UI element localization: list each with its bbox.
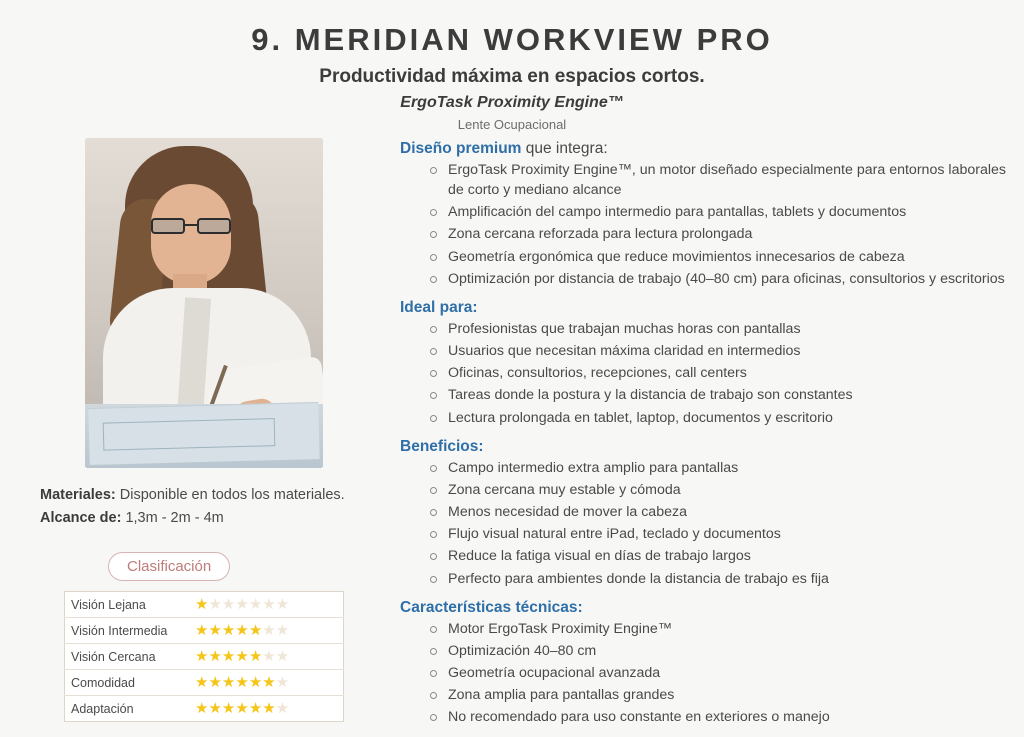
page-subtitle: Productividad máxima en espacios cortos. [319,66,705,87]
list-item: Geometría ocupacional avanzada [428,663,1006,683]
materials-label: Materiales: [40,487,116,503]
classification-pill: Clasificación [108,552,230,581]
list-item: Zona cercana muy estable y cómoda [428,480,1006,500]
classification-row [65,696,344,722]
classification-row-stars [189,670,344,696]
reach-row [40,507,390,530]
star-rating-icon: ★★★★★★★ [195,700,290,718]
list-item: Motor ErgoTask Proximity Engine™ [428,619,1006,639]
list-item: Tareas donde la postura y la distancia de trabajo son constantes [428,385,1006,405]
left-lens [151,218,185,234]
specs-block [18,484,390,530]
materials-value: Disponible en todos los materiales. [119,487,345,503]
page-title: 9. MERIDIAN WORKVIEW PRO [251,22,773,57]
star-rating-icon: ★★★★★★★ [195,648,290,666]
list-item: ErgoTask Proximity Engine™, un motor diseñado especialmente para entornos laborales de corto y mediano alcance [428,160,1006,200]
page-header [0,0,1024,132]
materials-row [40,484,390,507]
section-heading-rest: que integra: [521,140,608,157]
photo-blueprint [88,402,319,465]
classification-row-label: Visión Cercana [65,644,190,670]
list-item: Amplificación del campo intermedio para pantallas, tablets y documentos [428,202,1006,222]
lens-bridge [185,224,197,226]
list-item: Zona cercana reforzada para lectura prolongada [428,224,1006,244]
list-item: Menos necesidad de mover la cabeza [428,502,1006,522]
classification-row [65,618,344,644]
right-lens [197,218,231,234]
list-item: Lectura prolongada en tablet, laptop, documentos y escritorio [428,408,1006,428]
feature-list [400,319,1006,428]
list-item: Reduce la fatiga visual en días de trabajo largos [428,546,1006,566]
section-heading-bold: Diseño premium [400,140,522,157]
section-heading-bold: Ideal para: [400,298,478,316]
classification-row [65,670,344,696]
section-heading [400,599,1006,617]
list-item: Flujo visual natural entre iPad, teclado y documentos [428,524,1006,544]
classification-row-stars [189,592,344,618]
classification-row-label: Visión Lejana [65,592,190,618]
list-item: No recomendado para uso constante en exteriores o manejo [428,707,1006,727]
feature-list [400,458,1006,589]
section-heading [400,140,1006,158]
classification-row-label: Comodidad [65,670,190,696]
engine-name: ErgoTask Proximity Engine™ [400,94,624,111]
left-column [18,138,390,737]
classification-row-label: Visión Intermedia [65,618,190,644]
reach-label: Alcance de: [40,510,122,527]
list-item: Oficinas, consultorios, recepciones, call centers [428,363,1006,383]
feature-list [400,619,1006,728]
section-heading [400,299,1006,317]
star-rating-icon: ★★★★★★★ [195,622,290,640]
list-item: Geometría ergonómica que reduce movimientos innecesarios de cabeza [428,247,1006,267]
feature-section [400,438,1006,589]
list-item: Zona amplia para pantallas grandes [428,685,1006,705]
list-item: Campo intermedio extra amplio para pantallas [428,458,1006,478]
classification-row-stars [189,618,344,644]
classification-block [18,552,390,722]
feature-section [400,140,1006,289]
classification-row-stars [189,696,344,722]
list-item: Optimización 40–80 cm [428,641,1006,661]
eyeglasses-icon [149,218,235,234]
section-heading [400,438,1006,456]
classification-row [65,592,344,618]
content-columns [0,132,1024,737]
lens-type-label: Lente Ocupacional [457,117,567,132]
classification-row-stars [189,644,344,670]
section-heading-bold: Características técnicas: [400,598,583,616]
feature-section [400,299,1006,428]
product-photo [85,138,323,468]
feature-section [400,599,1006,728]
list-item: Usuarios que necesitan máxima claridad en intermedios [428,341,1006,361]
list-item: Optimización por distancia de trabajo (40–80 cm) para oficinas, consultorios y escritorios [428,269,1006,289]
feature-list [400,160,1006,289]
star-rating-icon: ★★★★★★★ [195,674,290,692]
photo-face [151,184,231,284]
list-item: Perfecto para ambientes donde la distancia de trabajo es fija [428,569,1006,589]
classification-row-label: Adaptación [71,701,134,716]
star-rating-icon: ★★★★★★★ [195,596,290,614]
reach-value: 1,3m - 2m - 4m [125,510,224,527]
list-item: Profesionistas que trabajan muchas horas con pantallas [428,319,1006,339]
section-heading-bold: Beneficios: [400,437,484,455]
right-column [390,138,1006,737]
classification-table [64,591,344,722]
classification-row [65,644,344,670]
